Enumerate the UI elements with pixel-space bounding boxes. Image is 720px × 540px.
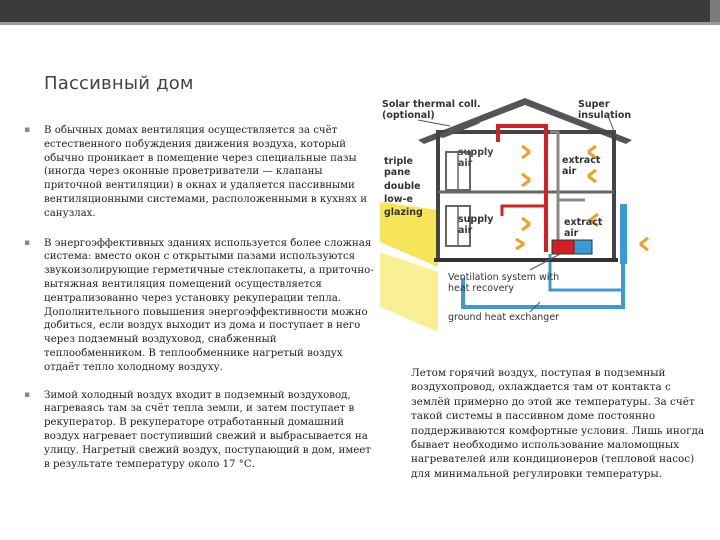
bullet-icon: ▪ bbox=[24, 237, 31, 248]
slide-title: Пассивный дом bbox=[44, 73, 194, 94]
label-pane: pane bbox=[384, 167, 411, 178]
label-glazing: glazing bbox=[384, 207, 423, 218]
sun-ray-lower bbox=[380, 252, 438, 332]
bullet-item bbox=[24, 124, 374, 221]
label-supply-2a: supply bbox=[458, 214, 494, 225]
side-text: Летом горячий воздух, поступая в подземный воздухопровод, охлаждается там от контакта с землёй примерно до этой же температуры. За счёт такой системы в пассивном доме постоянно поддерживаются комфортные условия. Лишь иногда бывает необходимо использование маломощных нагревателей или кондиционеров (тепловой насос) для минимальной регулировки температуры. bbox=[411, 367, 705, 480]
heat-recovery-unit bbox=[552, 240, 574, 254]
top-bar bbox=[0, 0, 720, 22]
label-extract-1a: extract bbox=[562, 155, 601, 166]
bullet-text: Зимой холодный воздух входит в подземный воздуховод, нагреваясь там за счёт тепла земли, и затем поступает в рекуператор. В рекуператоре отработанный домашний воздух нагревает поступивший свежий и выбрасывается на улицу. Нагретый свежий воздух, поступающий в дом, имеет в результате температуру около 17 °С. bbox=[44, 389, 371, 470]
bullet-icon: ▪ bbox=[24, 125, 31, 135]
top-bar-line bbox=[0, 22, 720, 25]
label-extract-1b: air bbox=[562, 166, 577, 177]
label-supply-2b: air bbox=[458, 225, 473, 236]
label-supply-1b: air bbox=[458, 158, 473, 169]
label-extract-2b: air bbox=[564, 228, 579, 239]
label-solar-1: Solar thermal coll. bbox=[382, 99, 481, 110]
label-ground: ground heat exchanger bbox=[448, 312, 560, 323]
label-super-1: Super bbox=[578, 99, 610, 110]
label-double: double bbox=[384, 181, 421, 192]
label-super-2: insulation bbox=[578, 110, 632, 121]
bullet-text: В обычных домах вентиляция осуществляется за счёт естественного побуждения движения воздуха, который обычно проникает в помещение через специальные пазы (иногда через оконные проветриватели — клапаны приточной вентиляции) в окнах и удаляется пассивными вентиляционными системами, расположенными в кухнях и санузлах. bbox=[44, 125, 367, 219]
bullet-item bbox=[24, 237, 374, 375]
passive-house-diagram bbox=[380, 92, 700, 337]
supply-duct bbox=[498, 126, 546, 252]
label-solar-2: (optional) bbox=[382, 110, 435, 121]
label-lowe: low-e bbox=[384, 194, 413, 205]
top-bar-dark bbox=[0, 0, 710, 22]
bullet-list bbox=[24, 124, 374, 471]
label-vent-2: heat recovery bbox=[448, 283, 515, 294]
label-supply-1a: supply bbox=[458, 147, 494, 158]
heat-recovery-unit-2 bbox=[574, 240, 592, 254]
bullet-icon: ▪ bbox=[24, 389, 31, 400]
bullet-text: В энергоэффективных зданиях используется более сложная система: вместо окон с открытыми пазами используются звукоизолирующие герметичные стеклопакеты, а приточно-вытяжная вентиляция помещений осуществляется централизованно через установку рекуперации тепла. Дополнительного повышения энергоэффективности можно добиться, если воздух выходит из дома и поступает в него через подземный воздуховод, снабженный теплообменником. В теплообменнике нагретый воздух отдаёт тепло холодному воздуху. bbox=[44, 237, 374, 373]
supply-duct-2 bbox=[502, 206, 546, 216]
label-triple: triple bbox=[384, 156, 413, 167]
label-extract-2a: extract bbox=[564, 217, 603, 228]
outdoor-pipe bbox=[620, 204, 627, 264]
bullet-item bbox=[24, 389, 374, 472]
label-vent-1: Ventilation system with bbox=[448, 272, 560, 283]
solar-collector bbox=[441, 119, 480, 139]
extract-duct-upper bbox=[550, 132, 558, 200]
